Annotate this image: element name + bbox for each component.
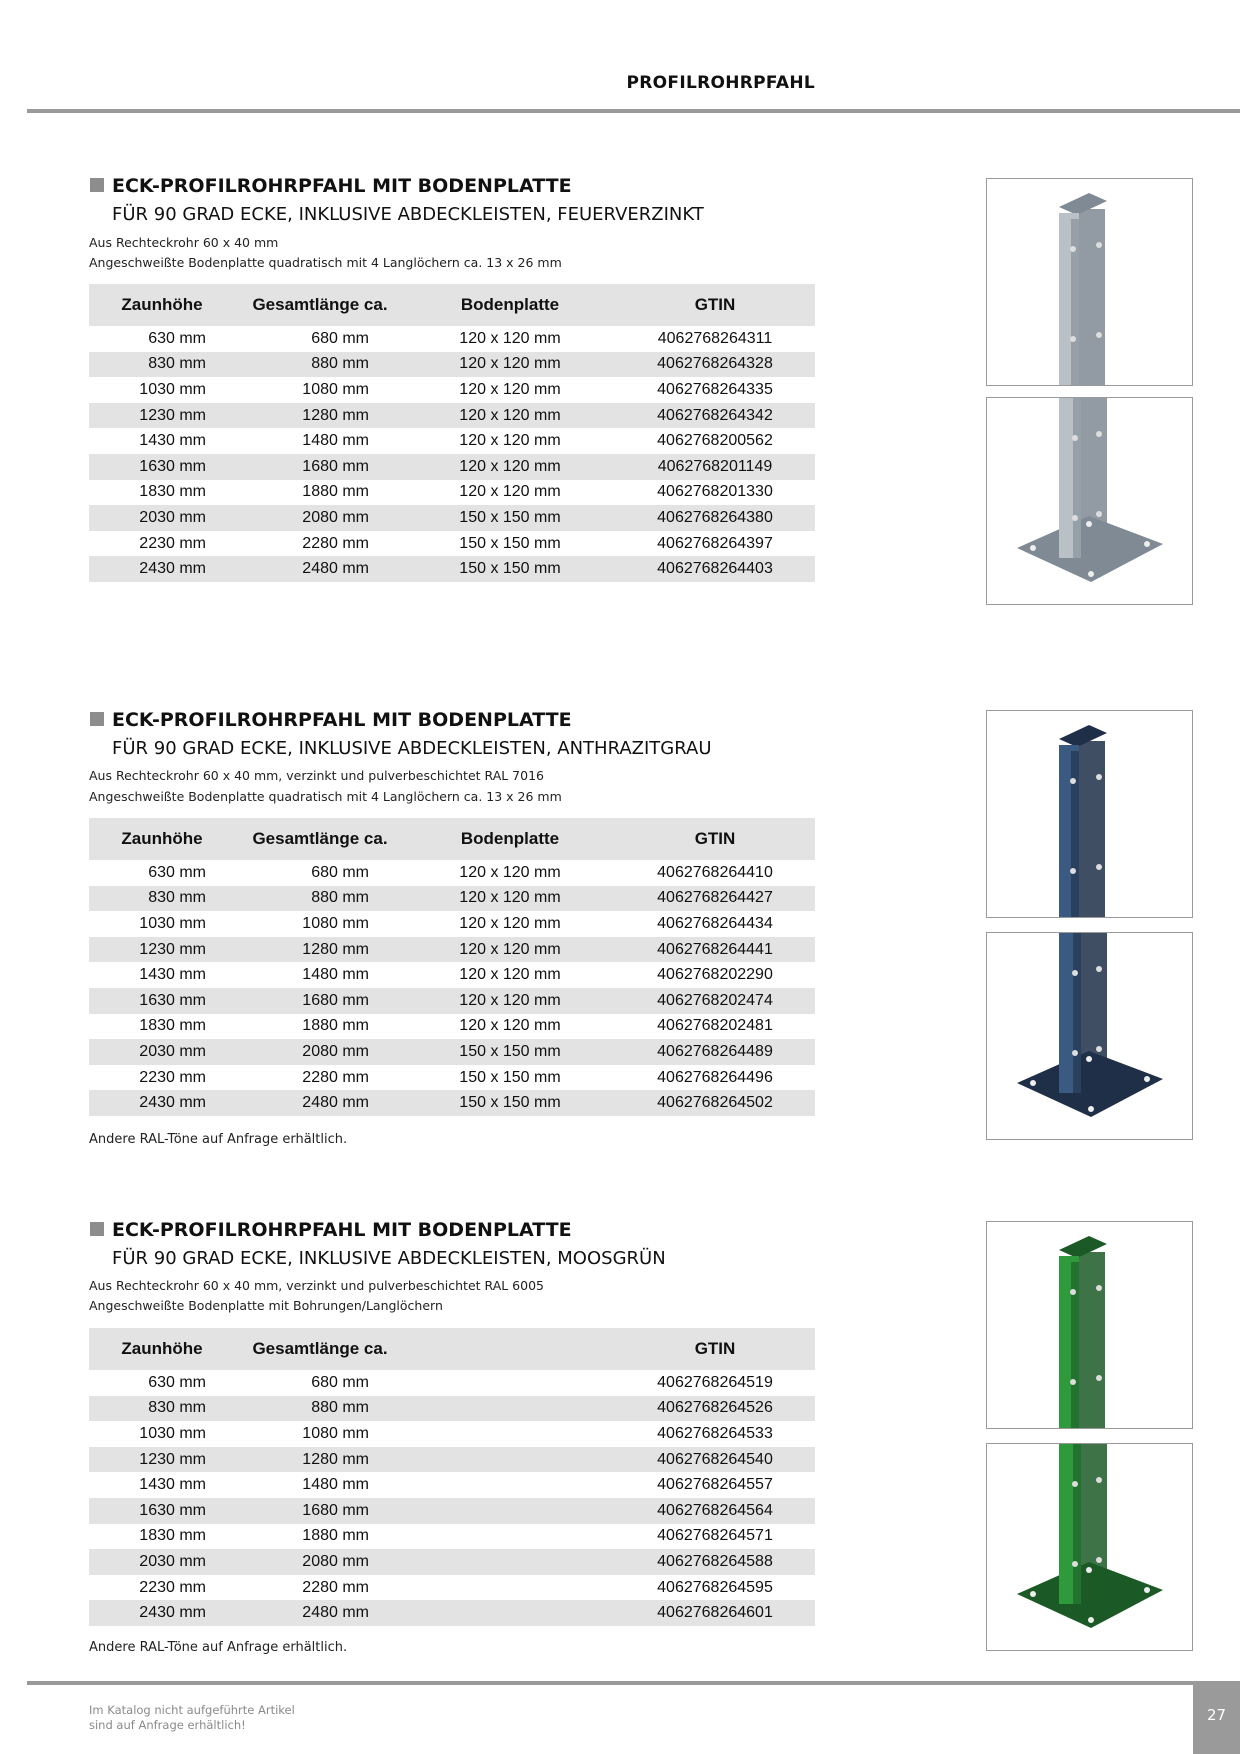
section-title-text: ECK-PROFILROHRPFAHL MIT BODENPLATTE xyxy=(112,1219,572,1241)
cell-gtin: 4062768264342 xyxy=(615,403,815,429)
cell-gesamtlaenge: 1480 mm xyxy=(302,966,369,984)
col-header-zaunhoehe: Zaunhöhe xyxy=(89,818,235,860)
bolt-icon xyxy=(1096,1046,1102,1052)
bolt-icon xyxy=(1070,1379,1076,1385)
bolt-icon xyxy=(1072,970,1078,976)
post-base-illustration xyxy=(987,933,1192,1139)
cell-gtin: 4062768264571 xyxy=(657,1527,773,1545)
plate-hole-icon xyxy=(1086,1056,1092,1062)
square-bullet-icon xyxy=(90,1222,104,1236)
cell-bodenplatte: 120 x 120 mm xyxy=(459,329,561,347)
cell-bodenplatte: 120 x 120 mm xyxy=(459,1017,561,1035)
table-row xyxy=(89,531,815,557)
cell-bodenplatte: 120 x 120 mm xyxy=(405,988,615,1014)
cell-gesamtlaenge: 1280 mm xyxy=(235,937,405,963)
cell-gtin: 4062768264540 xyxy=(615,1447,815,1473)
col-header-zaunhoehe: Zaunhöhe xyxy=(89,284,235,326)
availability-note: Andere RAL-Töne auf Anfrage erhältlich. xyxy=(89,1640,348,1655)
cell-gtin: 4062768264519 xyxy=(657,1373,773,1391)
cell-gtin: 4062768264601 xyxy=(615,1600,815,1626)
plate-hole-icon xyxy=(1030,1591,1036,1597)
section-subtitle: FÜR 90 GRAD ECKE, INKLUSIVE ABDECKLEISTEN, ANTHRAZITGRAU xyxy=(112,738,712,759)
cell-gtin: 4062768264410 xyxy=(657,863,773,881)
cell-zaunhoehe: 1230 mm xyxy=(89,1447,235,1473)
footer-note xyxy=(89,1703,295,1733)
col-header-bodenplatte: Bodenplatte xyxy=(405,818,615,860)
cell-gtin: 4062768264595 xyxy=(657,1578,773,1596)
cover-strip xyxy=(1073,933,1081,1093)
table-row xyxy=(89,962,815,988)
section-description-2: Angeschweißte Bodenplatte mit Bohrungen/Langlöchern xyxy=(89,1298,443,1313)
cell-gesamtlaenge: 2080 mm xyxy=(235,1039,405,1065)
table-row xyxy=(89,505,815,531)
cell-gesamtlaenge: 1480 mm xyxy=(302,1476,369,1494)
table-row xyxy=(89,988,815,1014)
cover-strip xyxy=(1071,219,1079,385)
cell-gesamtlaenge: 680 mm xyxy=(311,863,369,881)
cell-bodenplatte: 120 x 120 mm xyxy=(459,966,561,984)
square-bullet-icon xyxy=(90,712,104,726)
post-right-face xyxy=(1081,933,1107,1089)
page-header xyxy=(0,0,1240,115)
product-photo-base xyxy=(986,397,1193,605)
table-row xyxy=(89,454,815,480)
header-divider xyxy=(27,109,1240,113)
table-row xyxy=(89,1575,815,1601)
col-header-bodenplatte: Bodenplatte xyxy=(405,284,615,326)
cell-gesamtlaenge: 680 mm xyxy=(311,1373,369,1391)
cell-gtin: 4062768264397 xyxy=(657,534,773,552)
section-title-text: ECK-PROFILROHRPFAHL MIT BODENPLATTE xyxy=(112,709,572,731)
cell-bodenplatte: 150 x 150 mm xyxy=(405,1039,615,1065)
bolt-icon xyxy=(1096,966,1102,972)
footer-note-line-1: Im Katalog nicht aufgeführte Artikel xyxy=(89,1703,295,1717)
table-row xyxy=(89,403,815,429)
plate-hole-icon xyxy=(1088,1617,1094,1623)
col-header-gesamtlaenge: Gesamtlänge ca. xyxy=(235,1328,405,1370)
bolt-icon xyxy=(1096,864,1102,870)
cell-zaunhoehe: 2430 mm xyxy=(89,1090,235,1116)
cell-bodenplatte: 120 x 120 mm xyxy=(459,914,561,932)
table-row xyxy=(89,556,815,582)
cell-gesamtlaenge: 2480 mm xyxy=(235,1090,405,1116)
bolt-icon xyxy=(1072,1561,1078,1567)
cell-bodenplatte: 120 x 120 mm xyxy=(459,380,561,398)
cell-gesamtlaenge: 1880 mm xyxy=(302,1017,369,1035)
section-description-1: Aus Rechteckrohr 60 x 40 mm, verzinkt und pulverbeschichtet RAL 6005 xyxy=(89,1278,544,1293)
cell-bodenplatte: 150 x 150 mm xyxy=(405,556,615,582)
cell-zaunhoehe: 830 mm xyxy=(89,886,235,912)
section-subtitle: FÜR 90 GRAD ECKE, INKLUSIVE ABDECKLEISTEN, MOOSGRÜN xyxy=(112,1248,666,1269)
cell-gesamtlaenge: 1880 mm xyxy=(302,1527,369,1545)
cell-zaunhoehe: 1230 mm xyxy=(89,937,235,963)
table-row xyxy=(89,911,815,937)
cell-zaunhoehe: 2230 mm xyxy=(139,1068,206,1086)
cell-bodenplatte xyxy=(405,1396,615,1422)
cell-gesamtlaenge: 1080 mm xyxy=(302,914,369,932)
cell-bodenplatte: 120 x 120 mm xyxy=(405,886,615,912)
bolt-icon xyxy=(1070,246,1076,252)
cell-zaunhoehe: 2430 mm xyxy=(89,556,235,582)
section-title xyxy=(90,1219,572,1241)
bolt-icon xyxy=(1070,336,1076,342)
cell-gtin: 4062768264380 xyxy=(615,505,815,531)
cell-bodenplatte: 150 x 150 mm xyxy=(459,1068,561,1086)
cell-bodenplatte: 120 x 120 mm xyxy=(459,432,561,450)
cell-gesamtlaenge: 1080 mm xyxy=(302,1424,369,1442)
col-header-gesamtlaenge: Gesamtlänge ca. xyxy=(235,818,405,860)
bolt-icon xyxy=(1096,431,1102,437)
cell-zaunhoehe: 2230 mm xyxy=(139,1578,206,1596)
cell-gesamtlaenge: 1680 mm xyxy=(235,454,405,480)
product-photo-top xyxy=(986,710,1193,918)
bolt-icon xyxy=(1096,1477,1102,1483)
post-right-face xyxy=(1079,209,1105,385)
cell-gesamtlaenge: 1080 mm xyxy=(302,380,369,398)
col-header-bodenplatte xyxy=(405,1328,615,1370)
post-right-face xyxy=(1081,398,1107,554)
plate-hole-icon xyxy=(1088,571,1094,577)
cell-bodenplatte xyxy=(405,1575,615,1601)
cell-gesamtlaenge: 2080 mm xyxy=(235,1549,405,1575)
table-row xyxy=(89,1014,815,1040)
cell-zaunhoehe: 1030 mm xyxy=(139,914,206,932)
section-description-2: Angeschweißte Bodenplatte quadratisch mit 4 Langlöchern ca. 13 x 26 mm xyxy=(89,789,562,804)
cell-gtin: 4062768201149 xyxy=(615,454,815,480)
section-title xyxy=(90,175,572,197)
cell-gtin: 4062768264427 xyxy=(615,886,815,912)
col-header-zaunhoehe: Zaunhöhe xyxy=(89,1328,235,1370)
cell-gesamtlaenge: 1680 mm xyxy=(235,988,405,1014)
bolt-icon xyxy=(1070,868,1076,874)
cell-zaunhoehe: 1030 mm xyxy=(139,380,206,398)
table-row xyxy=(89,860,815,886)
cell-bodenplatte: 150 x 150 mm xyxy=(459,534,561,552)
cell-gesamtlaenge: 1280 mm xyxy=(235,403,405,429)
cell-gtin: 4062768264496 xyxy=(657,1068,773,1086)
table-row xyxy=(89,480,815,506)
cell-gesamtlaenge: 2280 mm xyxy=(302,1068,369,1086)
cell-bodenplatte: 150 x 150 mm xyxy=(405,1090,615,1116)
table-row xyxy=(89,1421,815,1447)
cover-strip xyxy=(1073,1444,1081,1604)
cell-gtin: 4062768202290 xyxy=(657,966,773,984)
cell-zaunhoehe: 1430 mm xyxy=(139,966,206,984)
cell-zaunhoehe: 630 mm xyxy=(148,1373,206,1391)
spec-table xyxy=(89,1328,815,1626)
col-header-gesamtlaenge: Gesamtlänge ca. xyxy=(235,284,405,326)
cell-gtin: 4062768264526 xyxy=(615,1396,815,1422)
plate-hole-icon xyxy=(1144,1587,1150,1593)
footer-note-line-2: sind auf Anfrage erhältlich! xyxy=(89,1718,246,1732)
table-row xyxy=(89,428,815,454)
cell-zaunhoehe: 1630 mm xyxy=(89,1498,235,1524)
cell-zaunhoehe: 2030 mm xyxy=(89,505,235,531)
plate-hole-icon xyxy=(1144,541,1150,547)
page-number: 27 xyxy=(1193,1683,1240,1754)
plate-hole-icon xyxy=(1030,545,1036,551)
table-row xyxy=(89,1600,815,1626)
cell-zaunhoehe: 630 mm xyxy=(148,863,206,881)
page-title: PROFILROHRPFAHL xyxy=(626,73,815,93)
spec-table xyxy=(89,818,815,1116)
cell-gesamtlaenge: 2280 mm xyxy=(302,534,369,552)
table-row xyxy=(89,1065,815,1091)
cell-gesamtlaenge: 1680 mm xyxy=(235,1498,405,1524)
cell-bodenplatte xyxy=(405,1549,615,1575)
table-row xyxy=(89,937,815,963)
cell-gesamtlaenge: 1480 mm xyxy=(302,432,369,450)
cell-bodenplatte: 120 x 120 mm xyxy=(459,483,561,501)
post-top-illustration xyxy=(987,179,1192,385)
plate-hole-icon xyxy=(1144,1076,1150,1082)
table-row xyxy=(89,352,815,378)
post-top-illustration xyxy=(987,1222,1192,1428)
cell-gtin: 4062768264533 xyxy=(657,1424,773,1442)
cell-bodenplatte xyxy=(405,1472,615,1498)
cell-zaunhoehe: 630 mm xyxy=(148,329,206,347)
post-right-face xyxy=(1079,1252,1105,1428)
plate-hole-icon xyxy=(1088,1106,1094,1112)
cell-gesamtlaenge: 880 mm xyxy=(235,352,405,378)
product-photo-base xyxy=(986,1443,1193,1651)
cell-gtin: 4062768264403 xyxy=(615,556,815,582)
col-header-gtin: GTIN xyxy=(615,1328,815,1370)
cover-strip xyxy=(1071,1262,1079,1428)
col-header-gtin: GTIN xyxy=(615,818,815,860)
cell-bodenplatte: 120 x 120 mm xyxy=(405,937,615,963)
table-row xyxy=(89,377,815,403)
cover-strip xyxy=(1071,751,1079,917)
cell-bodenplatte xyxy=(405,1421,615,1447)
product-photo-top xyxy=(986,1221,1193,1429)
bolt-icon xyxy=(1096,511,1102,517)
bolt-icon xyxy=(1096,1375,1102,1381)
table-row xyxy=(89,1549,815,1575)
cell-zaunhoehe: 1830 mm xyxy=(139,1017,206,1035)
cell-zaunhoehe: 2030 mm xyxy=(89,1039,235,1065)
spec-table xyxy=(89,284,815,582)
cell-zaunhoehe: 1630 mm xyxy=(89,988,235,1014)
post-base-illustration xyxy=(987,1444,1192,1650)
cell-gtin: 4062768264335 xyxy=(657,380,773,398)
cell-gtin: 4062768264502 xyxy=(615,1090,815,1116)
post-right-face xyxy=(1081,1444,1107,1600)
cell-zaunhoehe: 2230 mm xyxy=(139,534,206,552)
cell-zaunhoehe: 1030 mm xyxy=(139,1424,206,1442)
section-description-2: Angeschweißte Bodenplatte quadratisch mit 4 Langlöchern ca. 13 x 26 mm xyxy=(89,255,562,270)
bolt-icon xyxy=(1072,515,1078,521)
plate-hole-icon xyxy=(1086,1567,1092,1573)
bolt-icon xyxy=(1070,778,1076,784)
bolt-icon xyxy=(1096,242,1102,248)
cell-gtin: 4062768264434 xyxy=(657,914,773,932)
cell-gtin: 4062768202481 xyxy=(657,1017,773,1035)
section-description-1: Aus Rechteckrohr 60 x 40 mm, verzinkt und pulverbeschichtet RAL 7016 xyxy=(89,768,544,783)
bolt-icon xyxy=(1096,774,1102,780)
cell-gesamtlaenge: 1280 mm xyxy=(235,1447,405,1473)
plate-hole-icon xyxy=(1030,1080,1036,1086)
table-row xyxy=(89,1472,815,1498)
cell-zaunhoehe: 1230 mm xyxy=(89,403,235,429)
cell-bodenplatte xyxy=(405,1498,615,1524)
cell-bodenplatte xyxy=(405,1370,615,1396)
bolt-icon xyxy=(1072,1481,1078,1487)
cell-gtin: 4062768264564 xyxy=(615,1498,815,1524)
cell-gesamtlaenge: 2080 mm xyxy=(235,505,405,531)
cell-zaunhoehe: 830 mm xyxy=(89,1396,235,1422)
cell-gesamtlaenge: 2480 mm xyxy=(235,1600,405,1626)
cell-zaunhoehe: 1630 mm xyxy=(89,454,235,480)
cell-zaunhoehe: 1430 mm xyxy=(139,1476,206,1494)
cell-bodenplatte: 120 x 120 mm xyxy=(405,403,615,429)
cell-bodenplatte xyxy=(405,1447,615,1473)
section-title xyxy=(90,709,572,731)
cover-strip xyxy=(1073,398,1081,558)
table-row xyxy=(89,1498,815,1524)
square-bullet-icon xyxy=(90,178,104,192)
availability-note: Andere RAL-Töne auf Anfrage erhältlich. xyxy=(89,1132,348,1147)
footer-divider xyxy=(27,1681,1240,1685)
cell-zaunhoehe: 2030 mm xyxy=(89,1549,235,1575)
cell-gtin: 4062768264588 xyxy=(615,1549,815,1575)
cell-gtin: 4062768201330 xyxy=(657,483,773,501)
cell-gesamtlaenge: 880 mm xyxy=(235,1396,405,1422)
table-row xyxy=(89,1090,815,1116)
bolt-icon xyxy=(1072,435,1078,441)
cell-gtin: 4062768202474 xyxy=(615,988,815,1014)
cell-gtin: 4062768264311 xyxy=(657,329,773,347)
post-base-illustration xyxy=(987,398,1192,604)
section-title-text: ECK-PROFILROHRPFAHL MIT BODENPLATTE xyxy=(112,175,572,197)
cell-gtin: 4062768264441 xyxy=(615,937,815,963)
cell-gtin: 4062768200562 xyxy=(657,432,773,450)
cell-gtin: 4062768264489 xyxy=(615,1039,815,1065)
product-photo-top xyxy=(986,178,1193,386)
cell-bodenplatte: 120 x 120 mm xyxy=(405,352,615,378)
cell-gesamtlaenge: 2480 mm xyxy=(235,556,405,582)
table-row xyxy=(89,1524,815,1550)
cell-zaunhoehe: 1830 mm xyxy=(139,1527,206,1545)
bolt-icon xyxy=(1096,1557,1102,1563)
cell-bodenplatte xyxy=(405,1600,615,1626)
post-right-face xyxy=(1079,741,1105,917)
bolt-icon xyxy=(1096,332,1102,338)
table-row xyxy=(89,326,815,352)
plate-hole-icon xyxy=(1086,521,1092,527)
cell-zaunhoehe: 830 mm xyxy=(89,352,235,378)
cell-zaunhoehe: 2430 mm xyxy=(89,1600,235,1626)
cell-gtin: 4062768264557 xyxy=(657,1476,773,1494)
cell-bodenplatte xyxy=(405,1524,615,1550)
cell-bodenplatte: 120 x 120 mm xyxy=(459,863,561,881)
table-row xyxy=(89,1039,815,1065)
bolt-icon xyxy=(1070,1289,1076,1295)
table-row xyxy=(89,886,815,912)
bolt-icon xyxy=(1072,1050,1078,1056)
cell-gesamtlaenge: 2280 mm xyxy=(302,1578,369,1596)
post-top-illustration xyxy=(987,711,1192,917)
cell-zaunhoehe: 1430 mm xyxy=(139,432,206,450)
cell-gesamtlaenge: 1880 mm xyxy=(302,483,369,501)
cell-gesamtlaenge: 680 mm xyxy=(311,329,369,347)
section-subtitle: FÜR 90 GRAD ECKE, INKLUSIVE ABDECKLEISTEN, FEUERVERZINKT xyxy=(112,204,704,225)
bolt-icon xyxy=(1096,1285,1102,1291)
cell-bodenplatte: 150 x 150 mm xyxy=(405,505,615,531)
cell-zaunhoehe: 1830 mm xyxy=(139,483,206,501)
table-row xyxy=(89,1396,815,1422)
table-row xyxy=(89,1370,815,1396)
product-photo-base xyxy=(986,932,1193,1140)
cell-bodenplatte: 120 x 120 mm xyxy=(405,454,615,480)
cell-gesamtlaenge: 880 mm xyxy=(235,886,405,912)
section-description-1: Aus Rechteckrohr 60 x 40 mm xyxy=(89,235,279,250)
table-row xyxy=(89,1447,815,1473)
col-header-gtin: GTIN xyxy=(615,284,815,326)
cell-gtin: 4062768264328 xyxy=(615,352,815,378)
